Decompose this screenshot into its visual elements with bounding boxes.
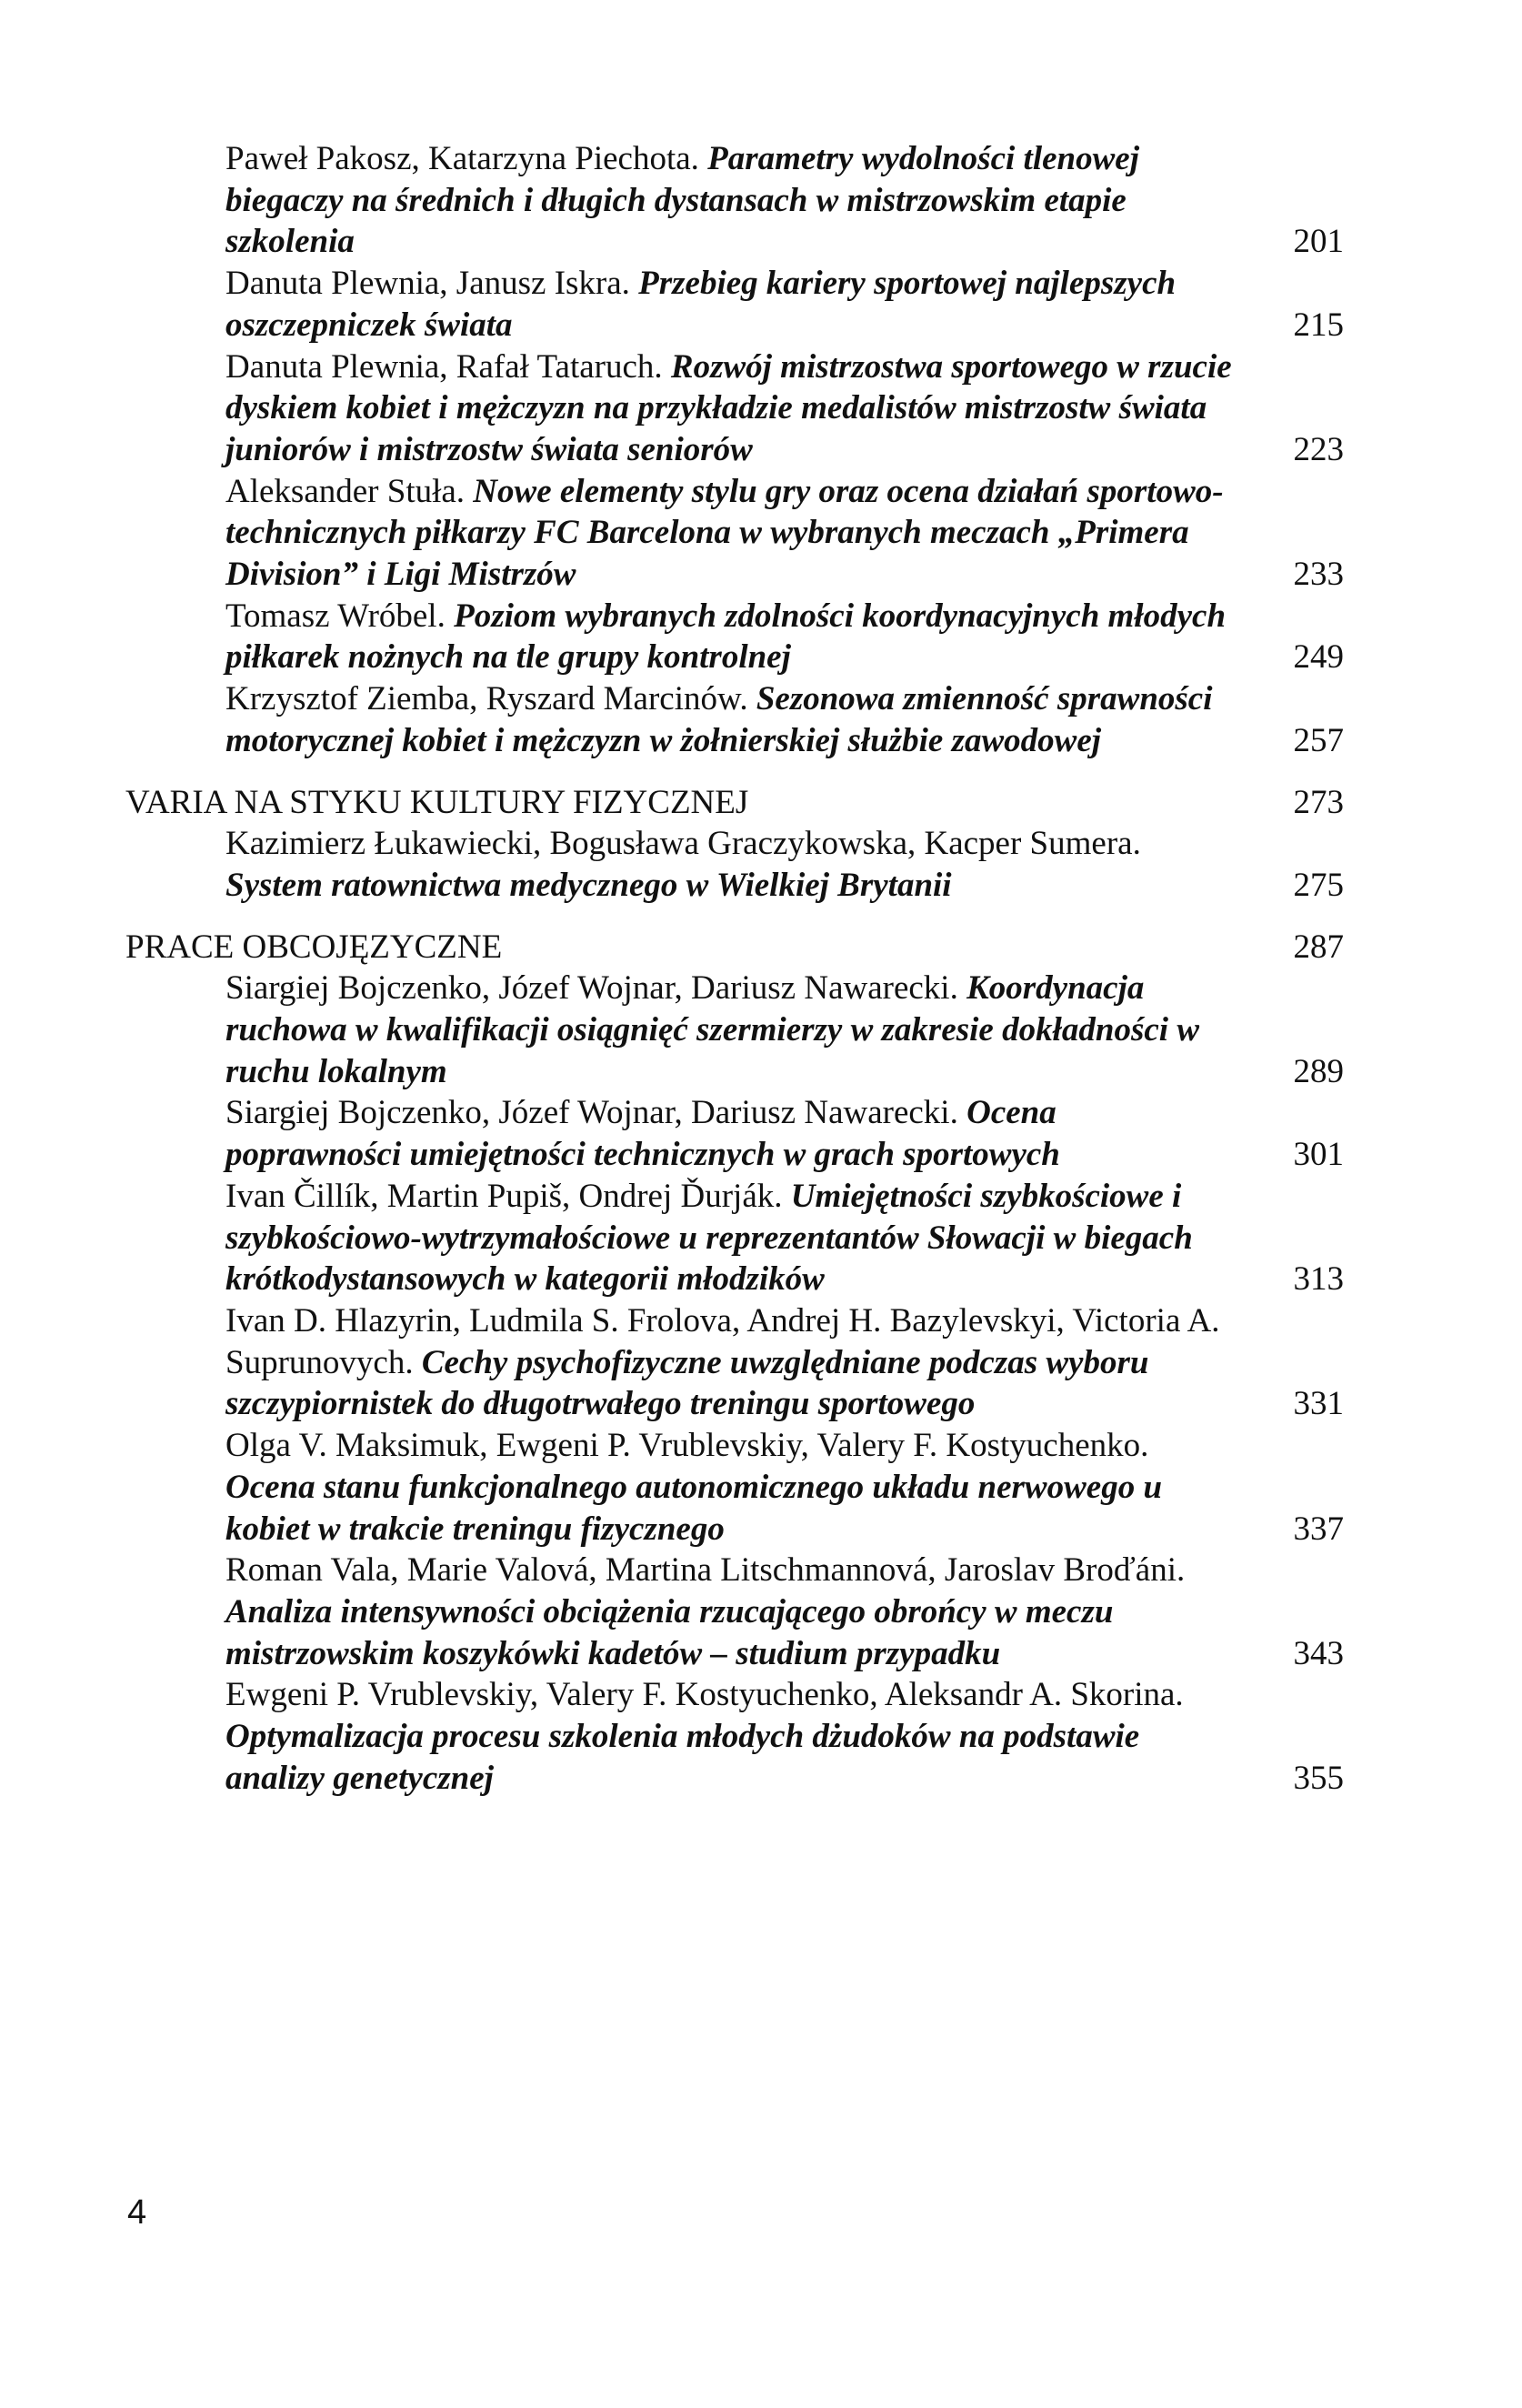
entry-page-number: 223 <box>1293 430 1344 468</box>
entry-page-number: 249 <box>1293 638 1344 677</box>
entry-authors: Aleksander Stuła. <box>225 472 466 510</box>
entry-authors: Roman Vala, Marie Valová, Martina Litschmannová, Jaroslav Broďáni. <box>225 1551 1186 1590</box>
entry-authors: Krzysztof Ziemba, Ryszard Marcinów. <box>225 680 748 718</box>
entry-authors: Ivan Čillík, Martin Pupiš, Ondrej Ďurják. <box>225 1177 783 1215</box>
entry-page-number: 301 <box>1293 1136 1344 1174</box>
section-title: VARIA NA STYKU KULTURY FIZYCZNEJ <box>125 783 749 821</box>
entry-page-number: 233 <box>1293 556 1344 594</box>
entry-page-number: 257 <box>1293 721 1344 759</box>
toc-entry <box>125 596 1344 678</box>
entry-title: Koordynacja ruchowa w kwalifikacji osiągnięć szermierzy w zakresie dokładności w ruchu lokalnym <box>225 969 1199 1090</box>
section-heading-varia <box>125 782 1344 824</box>
entry-authors: Ivan D. Hlazyrin, Ludmila S. Frolova, Andrej H. Bazylevskyi, Victoria A. Suprunovych. <box>225 1301 1220 1381</box>
entry-title: Rozwój mistrzostwa sportowego w rzucie dyskiem kobiet i mężczyzn na przykładzie medalistów mistrzostw świata juniorów i mistrzostw świata seniorów <box>225 347 1232 468</box>
section-page-number: 273 <box>1293 783 1344 821</box>
table-of-contents <box>125 138 1344 1799</box>
entry-title: Parametry wydolności tlenowej biegaczy na średnich i długich dystansach w mistrzowskim etapie szkolenia <box>225 140 1139 261</box>
entry-authors: Paweł Pakosz, Katarzyna Piechota. <box>225 140 699 177</box>
entry-title: Ocena stanu funkcjonalnego autonomicznego układu nerwowego u kobiet w trakcie treningu fizycznego <box>225 1468 1163 1548</box>
entry-authors: Tomasz Wróbel. <box>225 597 446 635</box>
section-heading-prace <box>125 927 1344 968</box>
entry-page-number: 201 <box>1293 223 1344 261</box>
entry-page-number: 289 <box>1293 1052 1344 1090</box>
entry-title: Poziom wybranych zdolności koordynacyjnych młodych piłkarek nożnych na tle grupy kontrolnej <box>225 597 1227 677</box>
toc-entry <box>125 471 1344 596</box>
section-page-number: 287 <box>1293 928 1344 966</box>
entry-authors: Danuta Plewnia, Janusz Iskra. <box>225 265 630 303</box>
entry-page-number: 337 <box>1293 1510 1344 1548</box>
entry-authors: Danuta Plewnia, Rafał Tataruch. <box>225 347 663 386</box>
entry-title: System ratownictwa medycznego w Wielkiej Brytanii <box>225 866 952 904</box>
section-gap <box>125 762 1344 782</box>
entry-title: Analiza intensywności obciążenia rzucającego obrońcy w meczu mistrzowskim koszykówki kadetów – studium przypadku <box>225 1592 1114 1672</box>
entry-page-number: 275 <box>1293 866 1344 904</box>
toc-entry <box>125 263 1344 346</box>
entry-title: Nowe elementy stylu gry oraz ocena działań sportowo-technicznych piłkarzy FC Barcelona w wybranych meczach „Primera Division” i Ligi Mistrzów <box>225 472 1224 594</box>
entry-title: Przebieg kariery sportowej najlepszych oszczepniczek świata <box>225 265 1177 344</box>
toc-entry <box>125 678 1344 761</box>
toc-entry <box>125 823 1344 906</box>
toc-entry <box>125 1300 1344 1425</box>
entry-page-number: 343 <box>1293 1634 1344 1672</box>
entry-title: Umiejętności szybkościowe i szybkościowo-wytrzymałościowe u reprezentantów Słowacji w biegach krótkodystansowych w kategorii młodzików <box>225 1177 1193 1299</box>
entry-authors: Siargiej Bojczenko, Józef Wojnar, Dariusz Nawarecki. <box>225 969 958 1008</box>
toc-entry <box>125 1092 1344 1175</box>
toc-entry <box>125 968 1344 1092</box>
section-gap <box>125 907 1344 927</box>
entry-authors: Kazimierz Łukawiecki, Bogusława Graczykowska, Kacper Sumera. <box>225 825 1141 863</box>
entry-authors: Olga V. Maksimuk, Ewgeni P. Vrublevskiy, Valery F. Kostyuchenko. <box>225 1427 1149 1465</box>
toc-entry <box>125 1550 1344 1674</box>
toc-entry <box>125 1176 1344 1300</box>
entry-page-number: 313 <box>1293 1260 1344 1299</box>
entry-title: Sezonowa zmienność sprawności motorycznej kobiet i mężczyzn w żołnierskiej służbie zawodowej <box>225 680 1213 759</box>
toc-entry <box>125 1425 1344 1550</box>
section-title: PRACE OBCOJĘZYCZNE <box>125 928 503 966</box>
entry-page-number: 215 <box>1293 306 1344 344</box>
entry-title: Ocena poprawności umiejętności technicznych w grach sportowych <box>225 1094 1060 1174</box>
toc-entry <box>125 1674 1344 1799</box>
entry-page-number: 355 <box>1293 1759 1344 1797</box>
entry-authors: Ewgeni P. Vrublevskiy, Valery F. Kostyuchenko, Aleksandr A. Skorina. <box>225 1676 1184 1714</box>
entry-page-number: 331 <box>1293 1385 1344 1423</box>
toc-entry <box>125 346 1344 471</box>
page-number-footer: 4 <box>127 2193 147 2232</box>
entry-title: Cechy psychofizyczne uwzględniane podczas wyboru szczypiornistek do długotrwałego treningu sportowego <box>225 1343 1149 1423</box>
entry-authors: Siargiej Bojczenko, Józef Wojnar, Dariusz Nawarecki. <box>225 1094 958 1132</box>
entry-title: Optymalizacja procesu szkolenia młodych dżudoków na podstawie analizy genetycznej <box>225 1718 1140 1797</box>
toc-entry <box>125 138 1344 263</box>
